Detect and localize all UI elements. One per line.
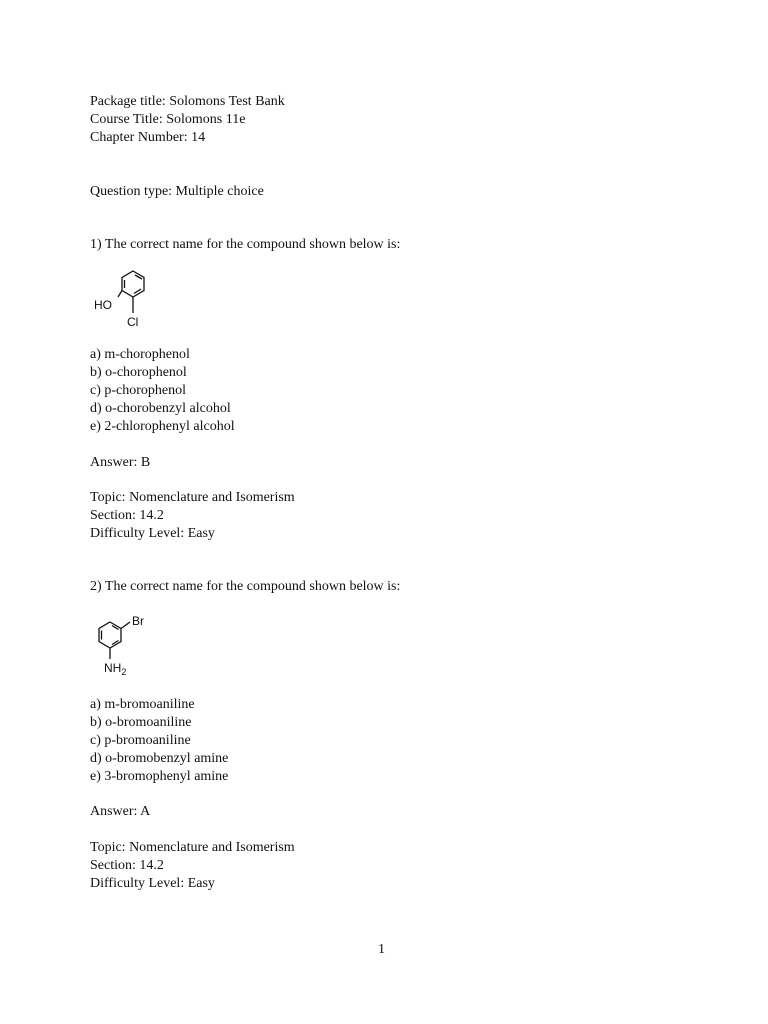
question-2-structure (90, 612, 170, 680)
course-title: Course Title: Solomons 11e (90, 112, 246, 127)
question-1-difficulty: Difficulty Level: Easy (90, 526, 215, 541)
question-1-section: Section: 14.2 (90, 508, 164, 523)
question-1-cl-label: Cl (127, 315, 139, 329)
question-2-answer: Answer: A (90, 804, 151, 819)
question-2-option-b: b) o-bromoaniline (90, 715, 192, 730)
page-number: 1 (378, 942, 385, 957)
question-1-ho-label: HO (94, 298, 112, 312)
question-2-option-d: d) o-bromobenzyl amine (90, 751, 229, 766)
question-1-topic: Topic: Nomenclature and Isomerism (90, 490, 295, 505)
question-1-option-c: c) p-chorophenol (90, 383, 187, 398)
question-1-option-d: d) o-chorobenzyl alcohol (90, 401, 231, 416)
question-1-option-b: b) o-chorophenol (90, 365, 187, 380)
question-1-option-e: e) 2-chlorophenyl alcohol (90, 419, 235, 434)
question-type: Question type: Multiple choice (90, 184, 264, 199)
question-2-nh-label: $NH_2$ (104, 661, 127, 677)
question-2-difficulty: Difficulty Level: Easy (90, 876, 215, 891)
question-2-br-label: Br (132, 614, 144, 628)
question-2-section: Section: 14.2 (90, 858, 164, 873)
question-2-prompt: 2) The correct name for the compound shown below is: (90, 579, 401, 594)
question-2-option-e: e) 3-bromophenyl amine (90, 769, 229, 784)
question-1-structure (90, 268, 170, 332)
package-title: Package title: Solomons Test Bank (90, 94, 285, 109)
question-2-option-a: a) m-bromoaniline (90, 697, 195, 712)
chapter-number: Chapter Number: 14 (90, 130, 206, 145)
question-2-topic: Topic: Nomenclature and Isomerism (90, 840, 295, 855)
question-1-prompt: 1) The correct name for the compound shown below is: (90, 237, 401, 252)
question-2-option-c: c) p-bromoaniline (90, 733, 191, 748)
question-1-answer: Answer: B (90, 455, 151, 470)
question-1-option-a: a) m-chorophenol (90, 347, 190, 362)
benzene-ring-2 (99, 622, 130, 659)
benzene-ring-1 (118, 271, 144, 313)
